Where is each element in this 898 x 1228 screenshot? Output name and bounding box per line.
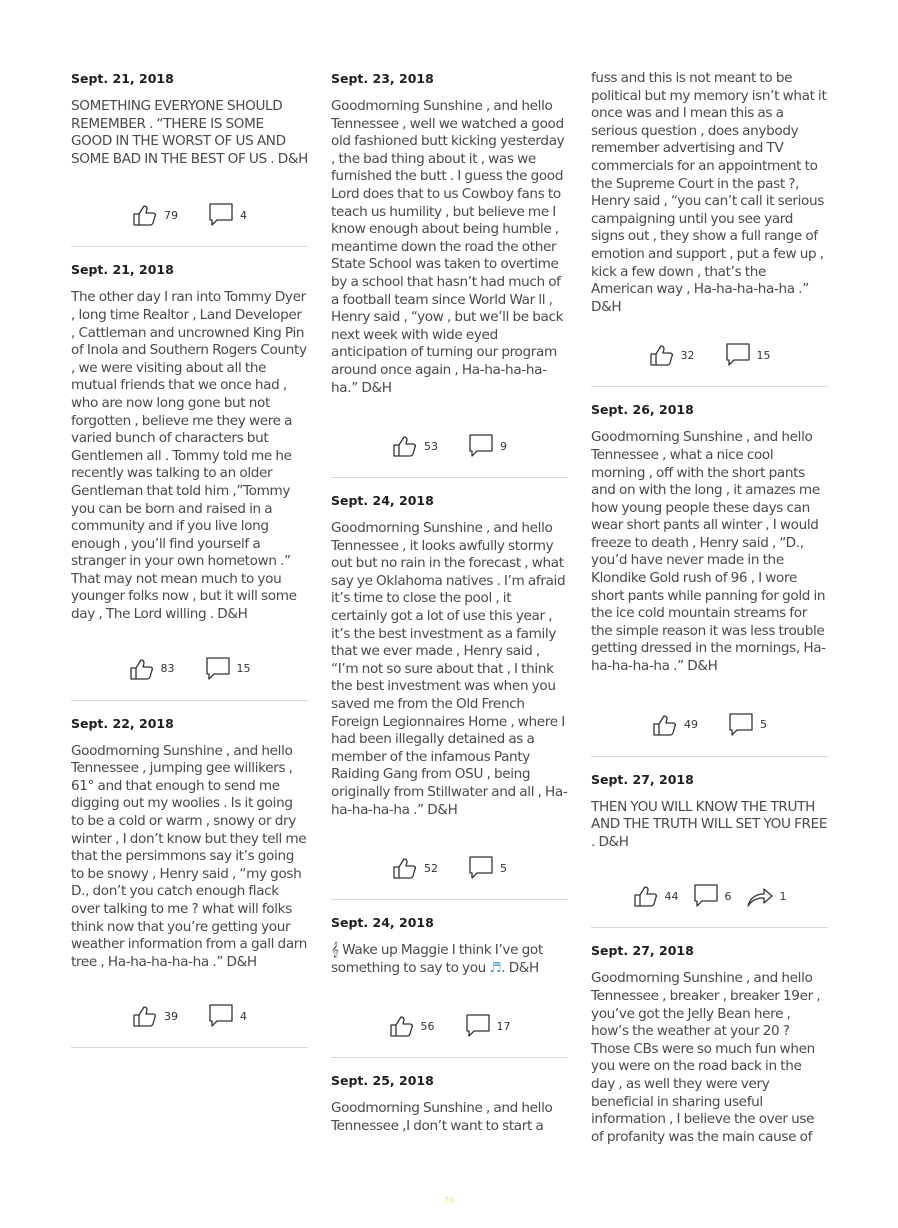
thumbs-up-icon[interactable]: [132, 1004, 158, 1028]
like-reaction[interactable]: [389, 1014, 435, 1038]
speech-bubble-icon[interactable]: [208, 1003, 234, 1029]
speech-bubble-icon[interactable]: [693, 883, 719, 909]
post-text: Goodmorning Sunshine , and hello Tennessee , what a nice cool morning , off with the short pants and on with the long , it amazes me how young people these days can wear short pants all winter , I would freeze to death , Henry said , “D., you’d have never made in the Klondike Gold rush of 96 , I wore short pants while panning for gold in the ice cold mountain streams for the simple reason it was less trouble getting dressed in the mornings, Ha-ha-ha-ha-ha .” D&H: [591, 429, 826, 675]
comment-count: 6: [724, 889, 732, 903]
post: [71, 247, 308, 700]
reactions-bar: [591, 676, 828, 756]
post-text-part: . D&H: [501, 959, 539, 976]
like-count: 44: [664, 889, 679, 903]
comment-reaction[interactable]: [728, 712, 767, 738]
like-count: 53: [424, 439, 438, 453]
post-date: Sept. 27, 2018: [591, 943, 694, 959]
comment-count: 4: [240, 208, 247, 222]
comment-count: 4: [240, 1009, 247, 1023]
reactions-bar: [331, 819, 568, 899]
share-reaction[interactable]: [746, 884, 787, 908]
post: [591, 757, 828, 929]
speech-bubble-icon[interactable]: [728, 712, 754, 738]
comment-reaction[interactable]: [208, 202, 247, 228]
like-count: 83: [160, 662, 175, 676]
post-text: Goodmorning Sunshine , and hello Tennessee , it looks awfully stormy out but no rain in the forecast , what say ye Oklahoma natives . I’m afraid it’s time to close the pool , it certainly got a lot of use this year , it’s the best investment as a family that we ever made , Henry said , “I’m not so sure about that , I think the best investment was when you saved me from the Old French Foreign Legionnaires Home , where I had been illegally detained as a member of the infamous Panty Raiding Gang from OSU , being originally from Stillwater and all , Ha-ha-ha-ha-ha .” D&H: [331, 520, 568, 818]
reactions-bar: [71, 168, 308, 246]
like-reaction[interactable]: [649, 343, 695, 367]
column-3: [591, 70, 828, 1146]
reactions-bar: [71, 971, 308, 1047]
comment-reaction[interactable]: [208, 1003, 247, 1029]
comment-reaction[interactable]: [725, 342, 771, 368]
like-reaction[interactable]: [132, 1004, 178, 1028]
post: [591, 70, 828, 387]
like-reaction[interactable]: [132, 203, 178, 227]
comment-count: 17: [496, 1019, 511, 1033]
post-date: Sept. 22, 2018: [71, 715, 174, 731]
comment-count: 5: [500, 861, 507, 875]
thumbs-up-icon[interactable]: [649, 343, 675, 367]
post-text: Goodmorning Sunshine , and hello Tennessee , jumping gee willikers , 61° and that enough to send me digging out my woolies . Is it going to be a cold or warm , snowy or dry winter , I don’t know but they tell me that the persimmons say it’s going to be snowy , Henry said , “my gosh D., don’t you catch enough flack over talking to me ? what will folks think now that you’re getting your weather information from a gall darn tree , Ha-ha-ha-ha-ha .” D&H: [71, 742, 308, 970]
like-count: 32: [680, 348, 695, 362]
comment-reaction[interactable]: [693, 883, 732, 909]
speech-bubble-icon[interactable]: [208, 202, 234, 228]
post: [331, 62, 568, 478]
speech-bubble-icon[interactable]: [468, 855, 494, 881]
thumbs-up-icon[interactable]: [652, 713, 678, 737]
reactions-bar: [331, 977, 568, 1057]
thumbs-up-icon[interactable]: [392, 856, 418, 880]
post: [591, 928, 828, 1146]
post-date: Sept. 23, 2018: [331, 71, 434, 86]
like-reaction[interactable]: [392, 856, 438, 880]
post: [71, 701, 308, 1049]
like-reaction[interactable]: [652, 713, 698, 737]
post-date: Sept. 25, 2018: [331, 1073, 434, 1089]
comment-count: 9: [500, 439, 507, 453]
post-date: Sept. 24, 2018: [331, 493, 434, 509]
thumbs-up-icon[interactable]: [633, 884, 659, 908]
post-text-part: Wake up Maggie I think I’ve got something to say to you: [331, 942, 543, 976]
post-text: [331, 942, 568, 977]
post-divider: [71, 1047, 308, 1048]
reactions-bar: [71, 624, 308, 700]
like-reaction[interactable]: [392, 434, 438, 458]
post-text: fuss and this is not meant to be political but my memory isn’t what it once was and I mean this as a serious question , does anybody remember advertising and TV commercials for an appointment to the Supreme Court in the past ?, Henry said , “you can’t call it serious campaigning until you see yard signs out , they show a full range of emotion and support , put a few up , kick a few down , that’s the American way , Ha-ha-ha-ha-ha .” D&H: [591, 70, 827, 315]
post: [71, 62, 308, 247]
comment-reaction[interactable]: [468, 433, 507, 459]
like-count: 39: [164, 1009, 178, 1023]
post-text: Goodmorning Sunshine , and hello Tennessee , well we watched a good old fashioned butt kicking yesterday , the bad thing about it , was we furnished the butt . I guess the good Lord does that to us Cowboy fans to teach us humility , but believe me I know enough about being humble , meantime down the road the other State School was taken to overtime by a school that hasn’t had much of a football team since World War ll , Henry said , “yow , but we’ll be back next week with wide eyed anticipation of turning our program around once again , Ha-ha-ha-ha-ha.” D&H: [331, 98, 565, 396]
comment-reaction[interactable]: [465, 1013, 511, 1039]
page-number: 78: [443, 1196, 455, 1205]
post-text: THEN YOU WILL KNOW THE TRUTH AND THE TRUTH WILL SET YOU FREE . D&H: [591, 798, 828, 850]
share-count: 1: [779, 889, 787, 903]
like-count: 79: [164, 208, 178, 222]
reactions-bar: [591, 316, 828, 386]
speech-bubble-icon[interactable]: [725, 342, 751, 368]
like-count: 56: [420, 1019, 435, 1033]
post-text: Goodmorning Sunshine , and hello Tennessee ,I don’t want to start a: [331, 1100, 553, 1134]
column-2: [331, 62, 568, 1136]
post: [331, 900, 568, 1058]
like-reaction[interactable]: [129, 657, 175, 681]
thumbs-up-icon[interactable]: [132, 203, 158, 227]
thumbs-up-icon[interactable]: [392, 434, 418, 458]
column-1: [71, 62, 308, 1048]
post: [331, 1058, 568, 1135]
reactions-bar: [331, 397, 568, 477]
like-count: 52: [424, 861, 438, 875]
post: [591, 387, 828, 756]
post: [331, 478, 568, 900]
post-date: Sept. 26, 2018: [591, 402, 694, 418]
thumbs-up-icon[interactable]: [129, 657, 155, 681]
post-text: The other day I ran into Tommy Dyer , long time Realtor , Land Developer , Cattleman and uncrowned King Pin of Inola and Southern Rogers County , we were visiting about all the mutual friends that we once had , who are now long gone but not forgotten , believe me they were a varied bunch of characters but Gentlemen all . Tommy told me he recently was talking to an older Gentleman that told him ,”Tommy you can be born and raised in a community and if you live long enough , you’ll find yourself a stranger in your own hometown .” That may not mean much to you younger folks now , but it will some day , The Lord willing . D&H: [71, 289, 307, 623]
comment-reaction[interactable]: [468, 855, 507, 881]
like-reaction[interactable]: [633, 884, 679, 908]
speech-bubble-icon[interactable]: [468, 433, 494, 459]
speech-bubble-icon[interactable]: [465, 1013, 491, 1039]
music-score-icon: 𝄞: [331, 942, 339, 959]
post-date: Sept. 21, 2018: [71, 262, 174, 278]
speech-bubble-icon[interactable]: [205, 656, 231, 682]
post-date: Sept. 21, 2018: [71, 71, 174, 86]
post-date: Sept. 27, 2018: [591, 771, 694, 787]
comment-reaction[interactable]: [205, 656, 251, 682]
comment-count: 15: [756, 348, 771, 362]
post-text: Goodmorning Sunshine , and hello Tennessee , breaker , breaker 19er , you’ve got the Jelly Bean here , how’s the weather at your 20 ? Those CBs were so much fun when you were on the road back in the day , as well they were very beneficial in sharing useful information , I believe the over use of profanity was the main cause of: [591, 970, 821, 1145]
reactions-bar: [591, 851, 828, 927]
share-arrow-icon[interactable]: [746, 884, 774, 908]
post-date: Sept. 24, 2018: [331, 915, 434, 931]
like-count: 49: [684, 718, 698, 732]
comment-count: 5: [760, 718, 767, 732]
music-notes-icon: ♬: [489, 959, 502, 976]
comment-count: 15: [236, 662, 251, 676]
post-text: SOMETHING EVERYONE SHOULD REMEMBER . “THERE IS SOME GOOD IN THE WORST OF US AND SOME BAD IN THE BEST OF US . D&H: [71, 98, 308, 167]
thumbs-up-icon[interactable]: [389, 1014, 415, 1038]
